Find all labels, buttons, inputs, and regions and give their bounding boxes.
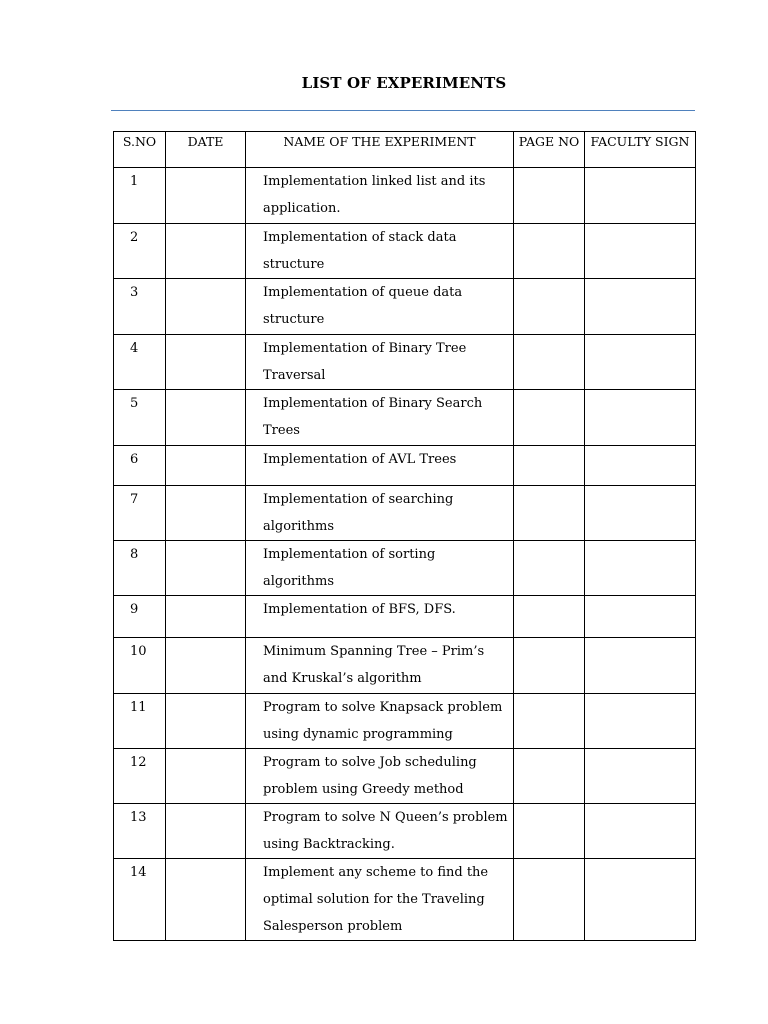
cell-page-no: [514, 446, 585, 486]
cell-sno: 12: [114, 749, 166, 804]
cell-date: [166, 335, 246, 390]
cell-date: [166, 804, 246, 859]
cell-date: [166, 749, 246, 804]
table-row: [114, 749, 696, 804]
cell-faculty-sign: [585, 224, 696, 279]
cell-date: [166, 446, 246, 486]
table-row: [114, 279, 696, 335]
table-row: [114, 224, 696, 279]
cell-date: [166, 224, 246, 279]
cell-faculty-sign: [585, 390, 696, 446]
cell-faculty-sign: [585, 168, 696, 224]
cell-sno: 7: [114, 486, 166, 541]
cell-sno: 6: [114, 446, 166, 486]
cell-sno: 13: [114, 804, 166, 859]
table-row: [114, 335, 696, 390]
cell-experiment-name: Implementation of Binary Search Trees: [246, 390, 514, 446]
cell-page-no: [514, 541, 585, 596]
cell-faculty-sign: [585, 541, 696, 596]
cell-date: [166, 279, 246, 335]
cell-sno: 3: [114, 279, 166, 335]
cell-sno: 8: [114, 541, 166, 596]
cell-page-no: [514, 859, 585, 941]
cell-experiment-name: Program to solve N Queen’s problem using Backtracking.: [246, 804, 514, 859]
cell-faculty-sign: [585, 279, 696, 335]
cell-experiment-name: Minimum Spanning Tree – Prim’s and Kruskal’s algorithm: [246, 638, 514, 694]
cell-sno: 14: [114, 859, 166, 941]
header-date: DATE: [166, 132, 246, 168]
table-row: [114, 541, 696, 596]
cell-experiment-name: Implementation of sorting algorithms: [246, 541, 514, 596]
cell-faculty-sign: [585, 596, 696, 638]
cell-date: [166, 390, 246, 446]
cell-experiment-name: Implement any scheme to find the optimal solution for the Traveling Salesperson problem: [246, 859, 514, 941]
cell-experiment-name: Implementation of AVL Trees: [246, 446, 514, 486]
cell-faculty-sign: [585, 859, 696, 941]
cell-page-no: [514, 638, 585, 694]
table-header-row: [114, 132, 696, 168]
cell-experiment-name: Implementation of searching algorithms: [246, 486, 514, 541]
cell-sno: 2: [114, 224, 166, 279]
cell-sno: 9: [114, 596, 166, 638]
cell-faculty-sign: [585, 749, 696, 804]
cell-experiment-name: Program to solve Knapsack problem using dynamic programming: [246, 694, 514, 749]
cell-experiment-name: Implementation linked list and its application.: [246, 168, 514, 224]
cell-experiment-name: Implementation of BFS, DFS.: [246, 596, 514, 638]
cell-page-no: [514, 596, 585, 638]
cell-faculty-sign: [585, 486, 696, 541]
cell-sno: 1: [114, 168, 166, 224]
table-row: [114, 694, 696, 749]
cell-date: [166, 638, 246, 694]
cell-page-no: [514, 279, 585, 335]
cell-page-no: [514, 749, 585, 804]
header-faculty-sign: FACULTY SIGN: [585, 132, 696, 168]
cell-page-no: [514, 390, 585, 446]
cell-faculty-sign: [585, 638, 696, 694]
cell-sno: 4: [114, 335, 166, 390]
header-experiment-name: NAME OF THE EXPERIMENT: [246, 132, 514, 168]
cell-date: [166, 541, 246, 596]
cell-faculty-sign: [585, 694, 696, 749]
cell-faculty-sign: [585, 446, 696, 486]
cell-sno: 10: [114, 638, 166, 694]
table-row: [114, 596, 696, 638]
cell-page-no: [514, 224, 585, 279]
header-page-no: PAGE NO: [514, 132, 585, 168]
table-row: [114, 804, 696, 859]
cell-experiment-name: Implementation of Binary Tree Traversal: [246, 335, 514, 390]
table-row: [114, 859, 696, 941]
page-title: LIST OF EXPERIMENTS: [301, 74, 507, 92]
cell-experiment-name: Implementation of queue data structure: [246, 279, 514, 335]
cell-page-no: [514, 804, 585, 859]
cell-experiment-name: Program to solve Job scheduling problem using Greedy method: [246, 749, 514, 804]
cell-page-no: [514, 694, 585, 749]
cell-date: [166, 596, 246, 638]
table-row: [114, 638, 696, 694]
cell-sno: 11: [114, 694, 166, 749]
header-sno: S.NO: [114, 132, 166, 168]
experiments-table: [113, 131, 696, 941]
cell-page-no: [514, 486, 585, 541]
table-row: [114, 390, 696, 446]
table-row: [114, 446, 696, 486]
cell-faculty-sign: [585, 804, 696, 859]
cell-date: [166, 168, 246, 224]
cell-page-no: [514, 335, 585, 390]
table-row: [114, 486, 696, 541]
cell-date: [166, 486, 246, 541]
table-row: [114, 168, 696, 224]
cell-date: [166, 694, 246, 749]
cell-experiment-name: Implementation of stack data structure: [246, 224, 514, 279]
cell-page-no: [514, 168, 585, 224]
cell-date: [166, 859, 246, 941]
cell-faculty-sign: [585, 335, 696, 390]
title-divider: [111, 110, 695, 111]
cell-sno: 5: [114, 390, 166, 446]
